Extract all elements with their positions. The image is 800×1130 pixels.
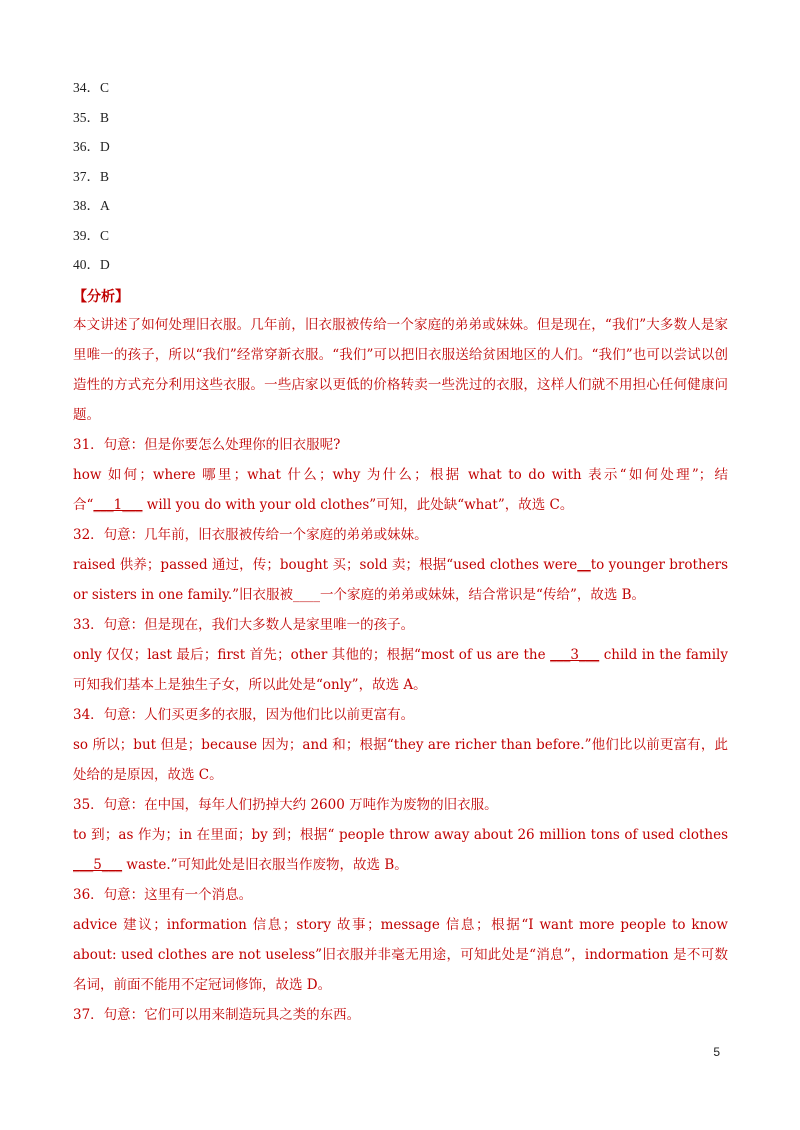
answer-item: 38．A (73, 198, 110, 213)
blank: ___5___ (73, 857, 123, 873)
item-explanation (73, 640, 728, 700)
answer-item: 40．D (73, 257, 110, 272)
item-title: 36．句意：这里有一个消息。 (73, 887, 253, 903)
explanation-text: raised 供养；passed 通过，传；bought 买；sold 卖；根据“used clothes were (73, 557, 578, 573)
blank: ___1___ (93, 497, 143, 513)
item-title: 33．句意：但是现在，我们大多数人是家里唯一的孩子。 (73, 617, 415, 633)
item-explanation (73, 820, 728, 880)
answer-item: 35．B (73, 109, 110, 125)
item-explanation (73, 550, 728, 610)
answer-item: 37．B (73, 168, 110, 184)
item-title: 34．句意：人们买更多的衣服，因为他们比以前更富有。 (73, 707, 415, 723)
page-number: 5 (713, 1045, 720, 1059)
analysis-heading: 【分析】 (73, 289, 129, 305)
explanation-text: to 到；as 作为；in 在里面；by 到；根据“ people throw away about 26 million tons of used clothes (73, 827, 728, 843)
explanation-text: waste.”可知此处是旧衣服当作废物，故选 B。 (122, 857, 408, 873)
item-title: 35．句意：在中国，每年人们扔掉大约 2600 万吨作为废物的旧衣服。 (73, 797, 498, 813)
explanation-text: only 仅仅；last 最后；first 首先；other 其他的；根据“most of us are the (73, 647, 551, 663)
explanation-text: to younger brothers or sisters in one family.”旧衣服被____一个家庭的弟弟或妹妹，结合常识是“传给”，故选 B。 (73, 557, 729, 603)
answer-item: 39．C (73, 227, 110, 243)
item-title: 31．句意：但是你要怎么处理你的旧衣服呢? (73, 437, 341, 453)
item-explanation (73, 460, 728, 520)
analysis-summary: 本文讲述了如何处理旧衣服。几年前，旧衣服被传给一个家庭的弟弟或妹妹。但是现在，“我们”大多数人是家里唯一的孩子，所以“我们”经常穿新衣服。“我们”可以把旧衣服送给贫困地区的人们。“我们”也可以尝试以创造性的方式充分利用这些衣服。一些店家以更低的价格转卖一些洗过的衣服，这样人们就不用担心任何健康问题。 (73, 317, 728, 423)
answer-item: 34．C (73, 80, 110, 95)
item-explanation (73, 730, 728, 790)
analysis-section (73, 284, 728, 1030)
explanation-text: advice 建议；information 信息；story 故事；message 信息；根据“I want more people to know about: used clothes are not useless”旧衣服并非毫无用途，可知此处是“消息”，indormation 是不可数名词，前面不能用不定冠词修饰，故选 D。 (73, 917, 728, 993)
answer-item: 36．D (73, 139, 110, 154)
item-title: 37．句意：它们可以用来制造玩具之类的东西。 (73, 1007, 361, 1023)
explanation-text: so 所以；but 但是；because 因为；and 和；根据“they are richer than before.”他们比以前更富有，此处给的是原因，故选 C。 (73, 737, 728, 783)
blank: ___3___ (550, 647, 600, 663)
item-explanation (73, 910, 728, 1000)
blank: __ (577, 557, 591, 573)
explanation-text: will you do with your old clothes”可知，此处缺“what”，故选 C。 (142, 497, 574, 513)
answer-list (73, 78, 110, 285)
explanation-text: child in the family 可知我们基本上是独生子女，所以此处是“only”，故选 A。 (73, 647, 728, 693)
explanation-text: how 如何；where 哪里；what 什么；why 为什么；根据 what to do with 表示“如何处理”；结合“ (73, 467, 728, 513)
item-title: 32．句意：几年前，旧衣服被传给一个家庭的弟弟或妹妹。 (73, 527, 428, 543)
